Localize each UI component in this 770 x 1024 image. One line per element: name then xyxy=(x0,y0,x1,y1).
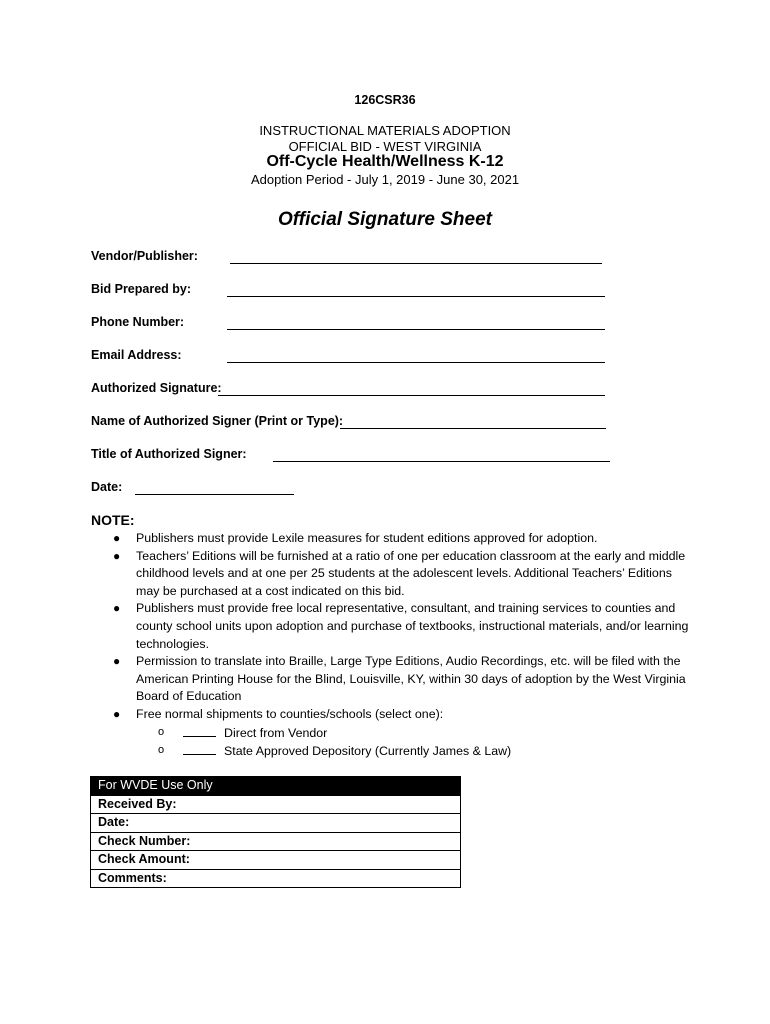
bid-heading: OFFICIAL BID - WEST VIRGINIA xyxy=(288,139,482,154)
bullet-icon: ● xyxy=(113,601,121,616)
bullet-icon: ● xyxy=(113,548,121,563)
phone-input-line[interactable] xyxy=(227,315,605,330)
regulation-code: 126CSR36 xyxy=(354,93,416,107)
list-item: ● Publishers must provide free local representative, consultant, and training services to counties and county school units upon adoption and purchase of textbooks, instructional materials, and/or learning technologies. xyxy=(113,601,689,651)
adoption-period: Adoption Period - July 1, 2019 - June 30, 2021 xyxy=(250,172,520,187)
note-heading: NOTE: xyxy=(91,512,135,528)
bullet-icon: ● xyxy=(113,654,121,669)
shipping-depository-blank[interactable] xyxy=(183,742,216,755)
signer-name-input-line[interactable] xyxy=(340,414,606,429)
page-title: Official Signature Sheet xyxy=(278,209,492,230)
bullet-icon: ● xyxy=(113,531,121,545)
vendor-input-line[interactable] xyxy=(230,249,602,264)
signature-input-line[interactable] xyxy=(218,381,605,396)
list-item: ● Publishers must provide Lexile measures for student editions approved for adoption. xyxy=(91,530,691,548)
signer-name-label: Name of Authorized Signer (Print or Type): xyxy=(91,414,344,428)
circle-bullet-icon: o xyxy=(158,725,165,738)
phone-label: Phone Number: xyxy=(91,315,185,329)
shipping-option-depository: o State Approved Depository (Currently James & Law) xyxy=(158,744,512,759)
vendor-label: Vendor/Publisher: xyxy=(91,249,198,263)
shipping-vendor-blank[interactable] xyxy=(183,724,216,737)
signer-title-label: Title of Authorized Signer: xyxy=(91,447,247,461)
list-item: ● Teachers’ Editions will be furnished at a ratio of one per education classroom at the early and middle childhood levels and at one per 25 students at the adolescent levels. Additional Teachers’ Editions may be purchased at a cost indicated on this bid. xyxy=(113,548,686,598)
signature-label: Authorized Signature: xyxy=(91,381,222,395)
shipping-option-vendor: o Direct from Vendor xyxy=(158,725,328,740)
wvde-heading: For WVDE Use Only xyxy=(91,777,460,795)
adoption-heading: INSTRUCTIONAL MATERIALS ADOPTION xyxy=(259,123,511,138)
email-label: Email Address: xyxy=(91,348,182,362)
wvde-check-amount: Check Amount: xyxy=(91,850,460,869)
program-title: Off-Cycle Health/Wellness K-12 xyxy=(266,153,504,170)
wvde-check-number: Check Number: xyxy=(91,832,460,851)
date-input-line[interactable] xyxy=(135,480,294,495)
wvde-received-by: Received By: xyxy=(91,795,460,814)
prepared-by-label: Bid Prepared by: xyxy=(91,282,192,296)
prepared-by-input-line[interactable] xyxy=(227,282,605,297)
wvde-date: Date: xyxy=(91,813,460,832)
circle-bullet-icon: o xyxy=(158,744,165,757)
list-item: ● Free normal shipments to counties/schools (select one): xyxy=(91,706,691,724)
date-label: Date: xyxy=(91,480,123,494)
list-item: ● Permission to translate into Braille, Large Type Editions, Audio Recordings, etc. will be filed with the American Printing House for the Blind, Louisville, KY, within 30 days of adoption by the West Virginia Board of Education xyxy=(113,654,686,704)
note-list xyxy=(91,530,691,761)
signer-title-input-line[interactable] xyxy=(273,447,610,462)
email-input-line[interactable] xyxy=(227,348,605,363)
bullet-icon: ● xyxy=(113,706,121,721)
wvde-use-only-box xyxy=(90,776,461,888)
wvde-comments: Comments: xyxy=(91,869,460,888)
